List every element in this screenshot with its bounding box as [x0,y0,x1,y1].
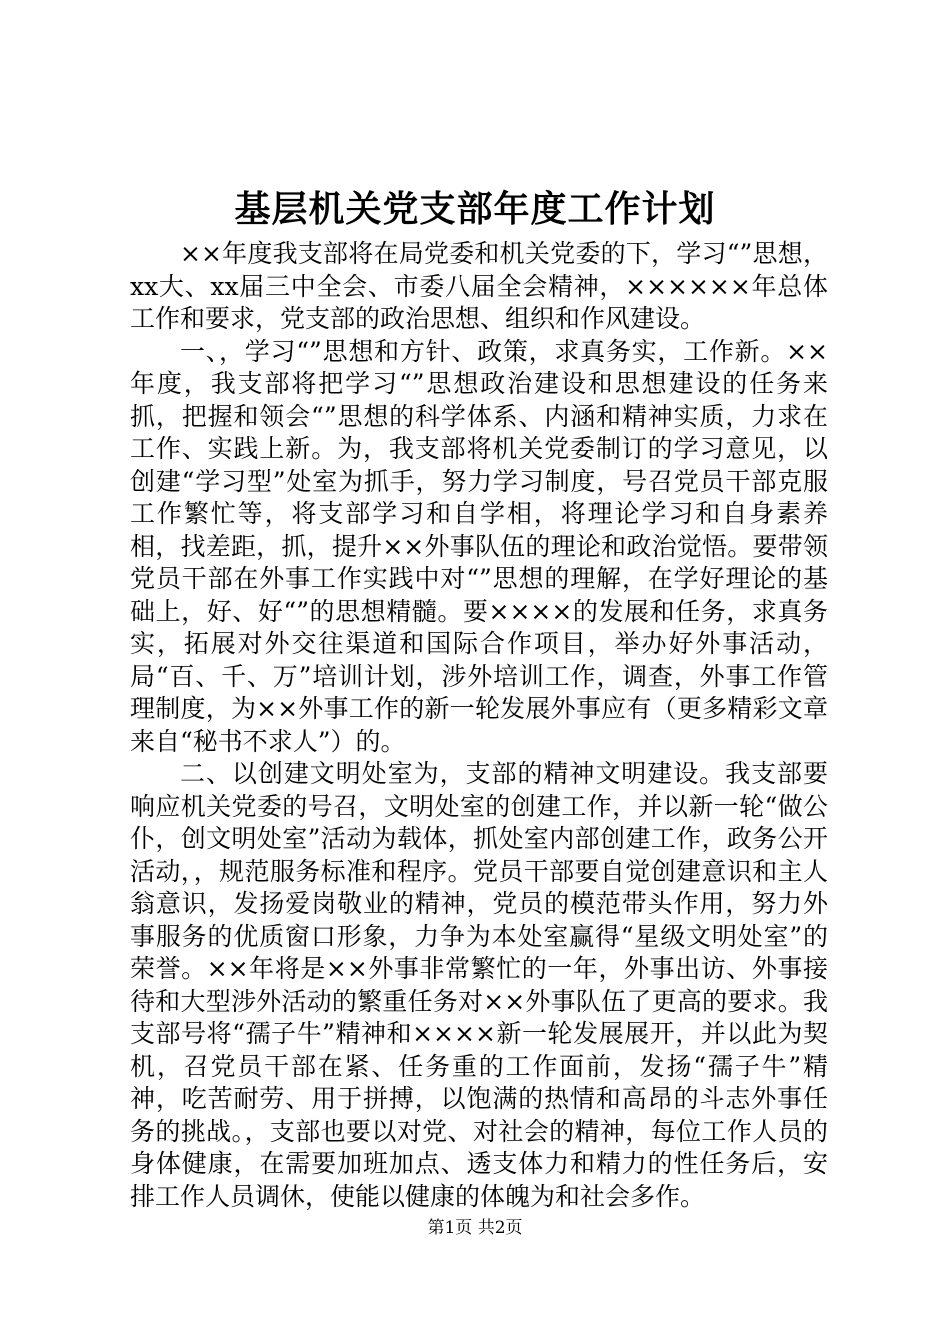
page-footer: 第1页 共2页 [427,1218,523,1238]
paragraph-section-one: 一、，学习“”思想和方针、政策，求真务实，工作新。××年度，我支部将把学习“”思想政治建设和思想建设的任务来抓，把握和领会“”思想的科学体系、内涵和精神实质，力求在工作、实践上新。为，我支部将机关党委制订的学习意见，以创建“学习型”处室为抓手，努力学习制度，号召党员干部克服工作繁忙等，将支部学习和自学相，将理论学习和自身素养相，找差距，抓，提升××外事队伍的理论和政治觉悟。要带领党员干部在外事工作实践中对“”思想的理解，在学好理论的基础上，好、好“”的思想精髓。要××××的发展和任务，求真务实，拓展对外交往渠道和国际合作项目，举办好外事活动，局“百、千、万”培训计划，涉外培训工作，调查，外事工作管理制度，为××外事工作的新一轮发展外事应有（更多精彩文章来自“秘书不求人”）的。 [130,336,828,756]
document-body [130,238,828,1213]
paragraph-section-two: 二、以创建文明处室为，支部的精神文明建设。我支部要响应机关党委的号召，文明处室的创建工作，并以新一轮“做公仆，创文明处室”活动为载体，抓处室内部创建工作，政务公开活动，，规范服务标准和程序。党员干部要自觉创建意识和主人翁意识，发扬爱岗敬业的精神，党员的模范带头作用，努力外事服务的优质窗口形象，力争为本处室赢得“星级文明处室”的荣誉。××年将是××外事非常繁忙的一年，外事出访、外事接待和大型涉外活动的繁重任务对××外事队伍了更高的要求。我支部号将“孺子牛”精神和××××新一轮发展展开，并以此为契机，召党员干部在紧、任务重的工作面前，发扬“孺子牛”精神，吃苦耐劳、用于拼搏，以饱满的热情和高昂的斗志外事任务的挑战。，支部也要以对党、对社会的精神，每位工作人员的身体健康，在需要加班加点、透支体力和精力的性任务后，安排工作人员调休，使能以健康的体魄为和社会多作。 [130,759,828,1211]
document-title: 基层机关党支部年度工作计划 [234,188,716,230]
paragraph-intro: ××年度我支部将在局党委和机关党委的下，学习“”思想，xx大、xx届三中全会、市委八届全会精神，××××××年总体工作和要求，党支部的政治思想、组织和作风建设。 [130,239,828,333]
